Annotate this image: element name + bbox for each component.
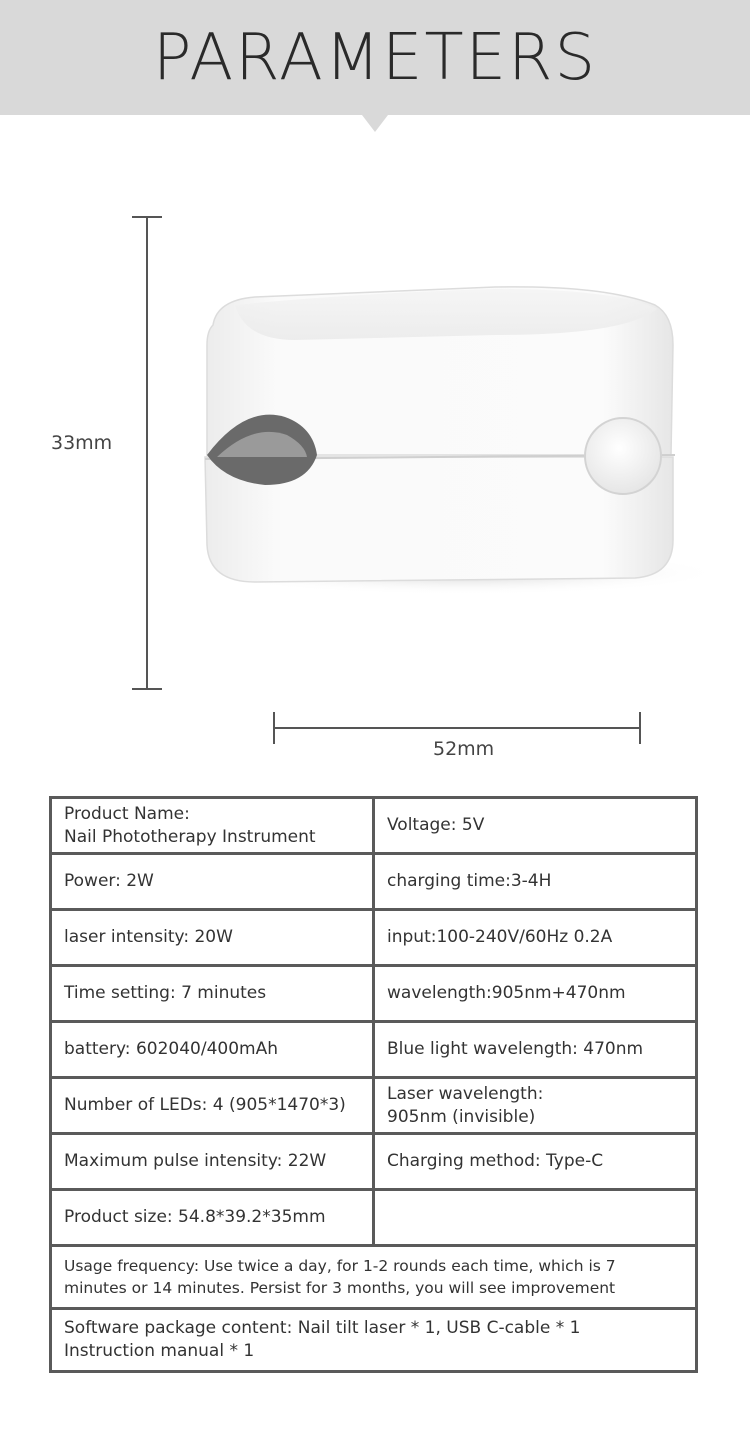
spec-text: Time setting: 7 minutes <box>64 983 267 1003</box>
spec-cell <box>51 854 374 910</box>
spec-cell <box>374 1078 697 1134</box>
spec-cell <box>374 966 697 1022</box>
spec-cell <box>51 798 374 854</box>
spec-row <box>51 1022 697 1078</box>
spec-row <box>51 854 697 910</box>
usage-cell <box>51 1246 697 1309</box>
height-label: 33mm <box>51 432 113 454</box>
spec-text: Blue light wavelength: 470nm <box>387 1039 644 1059</box>
spec-row <box>51 1190 697 1246</box>
spec-text: Power: 2W <box>64 871 154 891</box>
package-cell <box>51 1309 697 1372</box>
spec-cell <box>374 1022 697 1078</box>
height-dimension-line <box>132 216 162 690</box>
spec-cell <box>51 1078 374 1134</box>
spec-row <box>51 1134 697 1190</box>
spec-text: Charging method: Type-C <box>387 1151 604 1171</box>
spec-text: Voltage: 5V <box>387 815 485 835</box>
spec-row <box>51 910 697 966</box>
spec-text: Product size: 54.8*39.2*35mm <box>64 1207 326 1227</box>
spec-text: Nail Phototherapy Instrument <box>64 826 316 847</box>
header-banner <box>0 0 750 115</box>
spec-row-usage <box>51 1246 697 1309</box>
spec-cell <box>374 910 697 966</box>
spec-row <box>51 798 697 854</box>
spec-cell <box>51 910 374 966</box>
spec-text: Laser wavelength: <box>387 1083 544 1104</box>
spec-cell <box>374 798 697 854</box>
package-text: Software package content: Nail tilt laser * 1, USB C-cable * 1 <box>64 1318 581 1338</box>
spec-row <box>51 1078 697 1134</box>
spec-cell <box>51 1190 374 1246</box>
spec-text: input:100-240V/60Hz 0.2A <box>387 927 613 947</box>
spec-cell <box>51 1022 374 1078</box>
spec-cell <box>51 966 374 1022</box>
spec-text: Number of LEDs: 4 (905*1470*3) <box>64 1095 346 1115</box>
page-title: PARAMETERS <box>152 21 598 95</box>
width-label: 52mm <box>433 738 495 760</box>
spec-table <box>49 796 698 1373</box>
spec-cell <box>51 1134 374 1190</box>
package-text: Instruction manual * 1 <box>64 1341 255 1361</box>
spec-cell <box>374 1134 697 1190</box>
spec-cell <box>374 854 697 910</box>
spec-text: battery: 602040/400mAh <box>64 1039 278 1059</box>
spec-text: laser intensity: 20W <box>64 927 233 947</box>
spec-row-package <box>51 1309 697 1372</box>
spec-text: 905nm (invisible) <box>387 1106 536 1127</box>
nail-device-image <box>195 285 725 605</box>
usage-text: Usage frequency: Use twice a day, for 1-2 rounds each time, which is 7 <box>64 1257 616 1275</box>
usage-text: minutes or 14 minutes. Persist for 3 months, you will see improvement <box>64 1279 616 1297</box>
spec-text: wavelength:905nm+470nm <box>387 983 626 1003</box>
header-pointer <box>362 115 388 132</box>
spec-text: Product Name: <box>64 803 190 824</box>
spec-text: Maximum pulse intensity: 22W <box>64 1151 327 1171</box>
spec-cell-empty <box>374 1190 697 1246</box>
spec-text: charging time:3-4H <box>387 871 552 891</box>
spec-row <box>51 966 697 1022</box>
